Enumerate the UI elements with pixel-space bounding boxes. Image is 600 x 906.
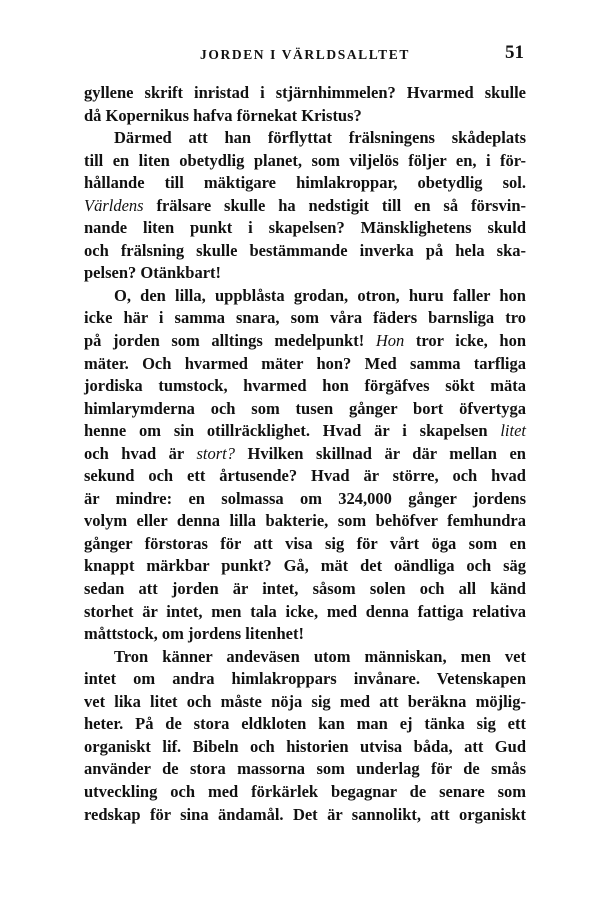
text-line: gånger förstoras för att visa sig för vårt öga som en bbox=[84, 533, 526, 553]
text-line: icke här i samma snara, som våra fäders barnsliga tro bbox=[84, 308, 526, 328]
text-line: mäter. Och hvarmed mäter hon? Med samma tarfliga bbox=[84, 353, 526, 373]
italic-text: litet bbox=[500, 421, 526, 441]
text-span: tror icke, hon bbox=[404, 331, 527, 351]
text-span: henne om sin otillräcklighet. Hvad är i skapelsen bbox=[84, 421, 501, 441]
italic-text: Världens bbox=[84, 195, 144, 215]
text-line: vet lika litet och måste nöja sig med att beräkna möjlig- bbox=[84, 691, 526, 711]
text-line: pelsen? Otänkbart! bbox=[84, 263, 222, 283]
text-line: nande liten punkt i skapelsen? Mänsklighetens skuld bbox=[84, 218, 526, 238]
text-line: Tron känner andeväsen utom människan, men vet bbox=[114, 646, 526, 666]
text-line: Därmed att han förflyttat frälsningens skådeplats bbox=[114, 128, 526, 148]
text-line: redskap för sina ändamål. Det är sannolikt, att organiskt bbox=[84, 804, 526, 824]
text-line: är mindre: en solmassa om 324,000 gånger jordens bbox=[84, 488, 526, 508]
text-line: till en liten obetydlig planet, som viljelös följer en, i för- bbox=[84, 150, 526, 170]
page-number: 51 bbox=[505, 42, 524, 63]
text-line bbox=[84, 195, 526, 218]
italic-text: stort? bbox=[196, 443, 235, 463]
text-line: knappt märkbar punkt? Gå, mät det oändliga och säg bbox=[84, 556, 526, 576]
text-line: utveckling och med förkärlek begagnar de senare som bbox=[84, 781, 526, 801]
text-line: och frälsning skulle bestämmande inverka på hela ska- bbox=[84, 240, 526, 260]
text-line: måttstock, om jordens litenhet! bbox=[84, 624, 304, 644]
text-line: organiskt lif. Bibeln och historien utvisa båda, att Gud bbox=[84, 736, 526, 756]
text-line: storhet är intet, men tala icke, med denna fattiga relativa bbox=[84, 601, 526, 621]
text-line bbox=[84, 330, 526, 353]
text-line: sedan att jorden är intet, såsom solen och all känd bbox=[84, 579, 526, 599]
text-line: himlarymderna och som tusen gånger bort öfvertyga bbox=[84, 398, 526, 418]
text-span: Hvilken skillnad är där mellan en bbox=[235, 443, 526, 463]
text-span: på jorden som alltings medelpunkt! bbox=[84, 331, 376, 351]
text-line bbox=[84, 420, 526, 443]
text-line: volym eller denna lilla bakterie, som behöfver femhundra bbox=[84, 511, 526, 531]
text-line: heter. På de stora eldkloten kan man ej tänka sig ett bbox=[84, 714, 526, 734]
text-line: sekund och ett årtusende? Hvad är större, och hvad bbox=[84, 466, 526, 486]
text-line: intet om andra himlakroppars invånare. Vetenskapen bbox=[84, 669, 526, 689]
text-span: och hvad är bbox=[84, 443, 197, 463]
text-line: gyllene skrift inristad i stjärnhimmelen? Hvarmed skulle bbox=[84, 83, 526, 102]
body-text bbox=[84, 82, 526, 826]
text-line bbox=[84, 443, 526, 466]
page-header bbox=[84, 38, 526, 64]
text-line: O, den lilla, uppblåsta grodan, otron, huru faller hon bbox=[114, 285, 526, 305]
italic-text: Hon bbox=[375, 331, 405, 351]
text-line: jordiska tumstock, hvarmed hon förgäfves sökt mäta bbox=[84, 376, 526, 396]
text-line: hållande till mäktigare himlakroppar, obetydlig sol. bbox=[84, 173, 526, 193]
text-line: då Kopernikus hafva förnekat Kristus? bbox=[84, 105, 362, 125]
text-span: frälsare skulle ha nedstigit till en så försvin- bbox=[143, 195, 526, 215]
running-title: JORDEN I VÄRLDSALLTET bbox=[200, 47, 410, 62]
text-line: använder de stora massorna som underlag för de smås bbox=[84, 759, 526, 779]
